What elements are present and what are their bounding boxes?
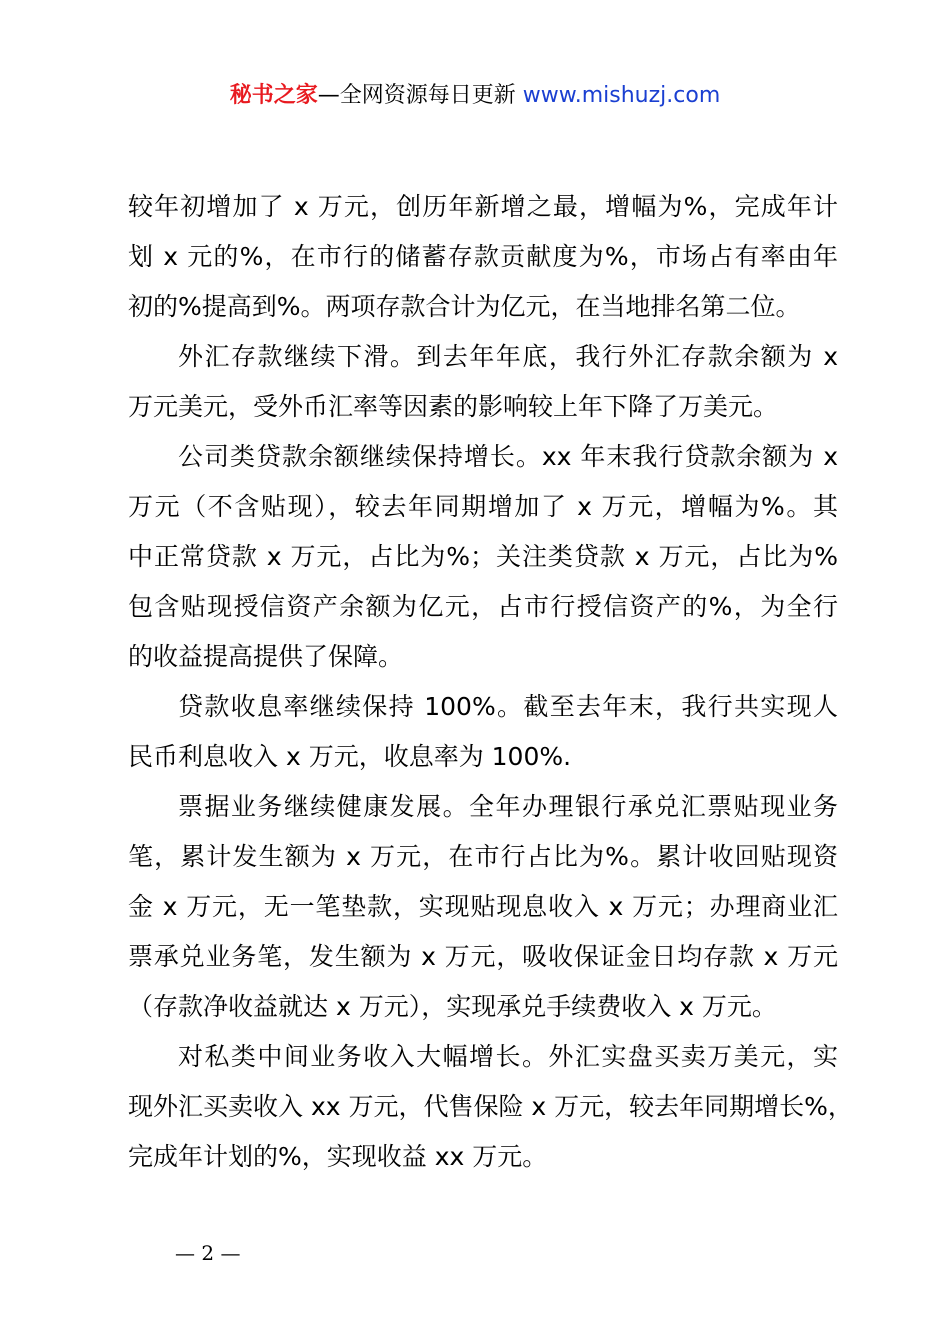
paragraph — [128, 782, 838, 1032]
text-line: 票承兑业务笔，发生额为 x 万元，吸收保证金日均存款 x 万元 — [128, 942, 838, 971]
text-line: （存款净收益就达 x 万元），实现承兑手续费收入 x 万元。 — [128, 992, 777, 1021]
text-line: 公司类贷款余额继续保持增长。xx 年末我行贷款余额为 x — [178, 442, 838, 471]
header-tagline: —全网资源每日更新 — [317, 83, 523, 108]
text-line: 笔，累计发生额为 x 万元，在市行占比为%。累计收回贴现资 — [128, 842, 838, 871]
paragraph — [128, 682, 838, 782]
text-line: 初的%提高到%。两项存款合计为亿元，在当地排名第二位。 — [128, 292, 801, 321]
document-body — [128, 182, 853, 1182]
text-line: 外汇存款继续下滑。到去年年底，我行外汇存款余额为 x — [178, 342, 838, 371]
text-line: 完成年计划的%，实现收益 xx 万元。 — [128, 1142, 548, 1171]
text-line: 票据业务继续健康发展。全年办理银行承兑汇票贴现业务 — [178, 792, 838, 821]
text-line: 包含贴现授信资产余额为亿元，占市行授信资产的%，为全行 — [128, 592, 838, 621]
text-line: 的收益提高提供了保障。 — [128, 642, 404, 671]
brand-name: 秘书之家 — [229, 83, 318, 108]
page-number: — 2 — — [175, 1241, 241, 1265]
page-header — [0, 80, 950, 112]
text-line: 较年初增加了 x 万元，创历年新增之最，增幅为%，完成年计 — [128, 192, 838, 221]
text-line: 中正常贷款 x 万元，占比为%；关注类贷款 x 万元，占比为% — [128, 542, 838, 571]
text-line: 民币利息收入 x 万元，收息率为 100%. — [128, 742, 572, 771]
text-line: 对私类中间业务收入大幅增长。外汇实盘买卖万美元，实 — [178, 1042, 838, 1071]
text-line: 划 x 元的%，在市行的储蓄存款贡献度为%，市场占有率由年 — [128, 242, 838, 271]
text-line: 现外汇买卖收入 xx 万元，代售保险 x 万元，较去年同期增长%， — [128, 1092, 853, 1121]
text-line: 万元（不含贴现），较去年同期增加了 x 万元，增幅为%。其 — [128, 492, 838, 521]
paragraph — [128, 332, 838, 432]
paragraph — [128, 432, 838, 682]
paragraph — [128, 1032, 853, 1182]
paragraph — [128, 182, 838, 332]
text-line: 贷款收息率继续保持 100%。截至去年末，我行共实现人 — [178, 692, 838, 721]
text-line: 万元美元，受外币汇率等因素的影响较上年下降了万美元。 — [128, 392, 779, 421]
text-line: 金 x 万元，无一笔垫款，实现贴现息收入 x 万元；办理商业汇 — [128, 892, 838, 921]
website-link[interactable]: www.mishuzj.com — [522, 83, 721, 108]
